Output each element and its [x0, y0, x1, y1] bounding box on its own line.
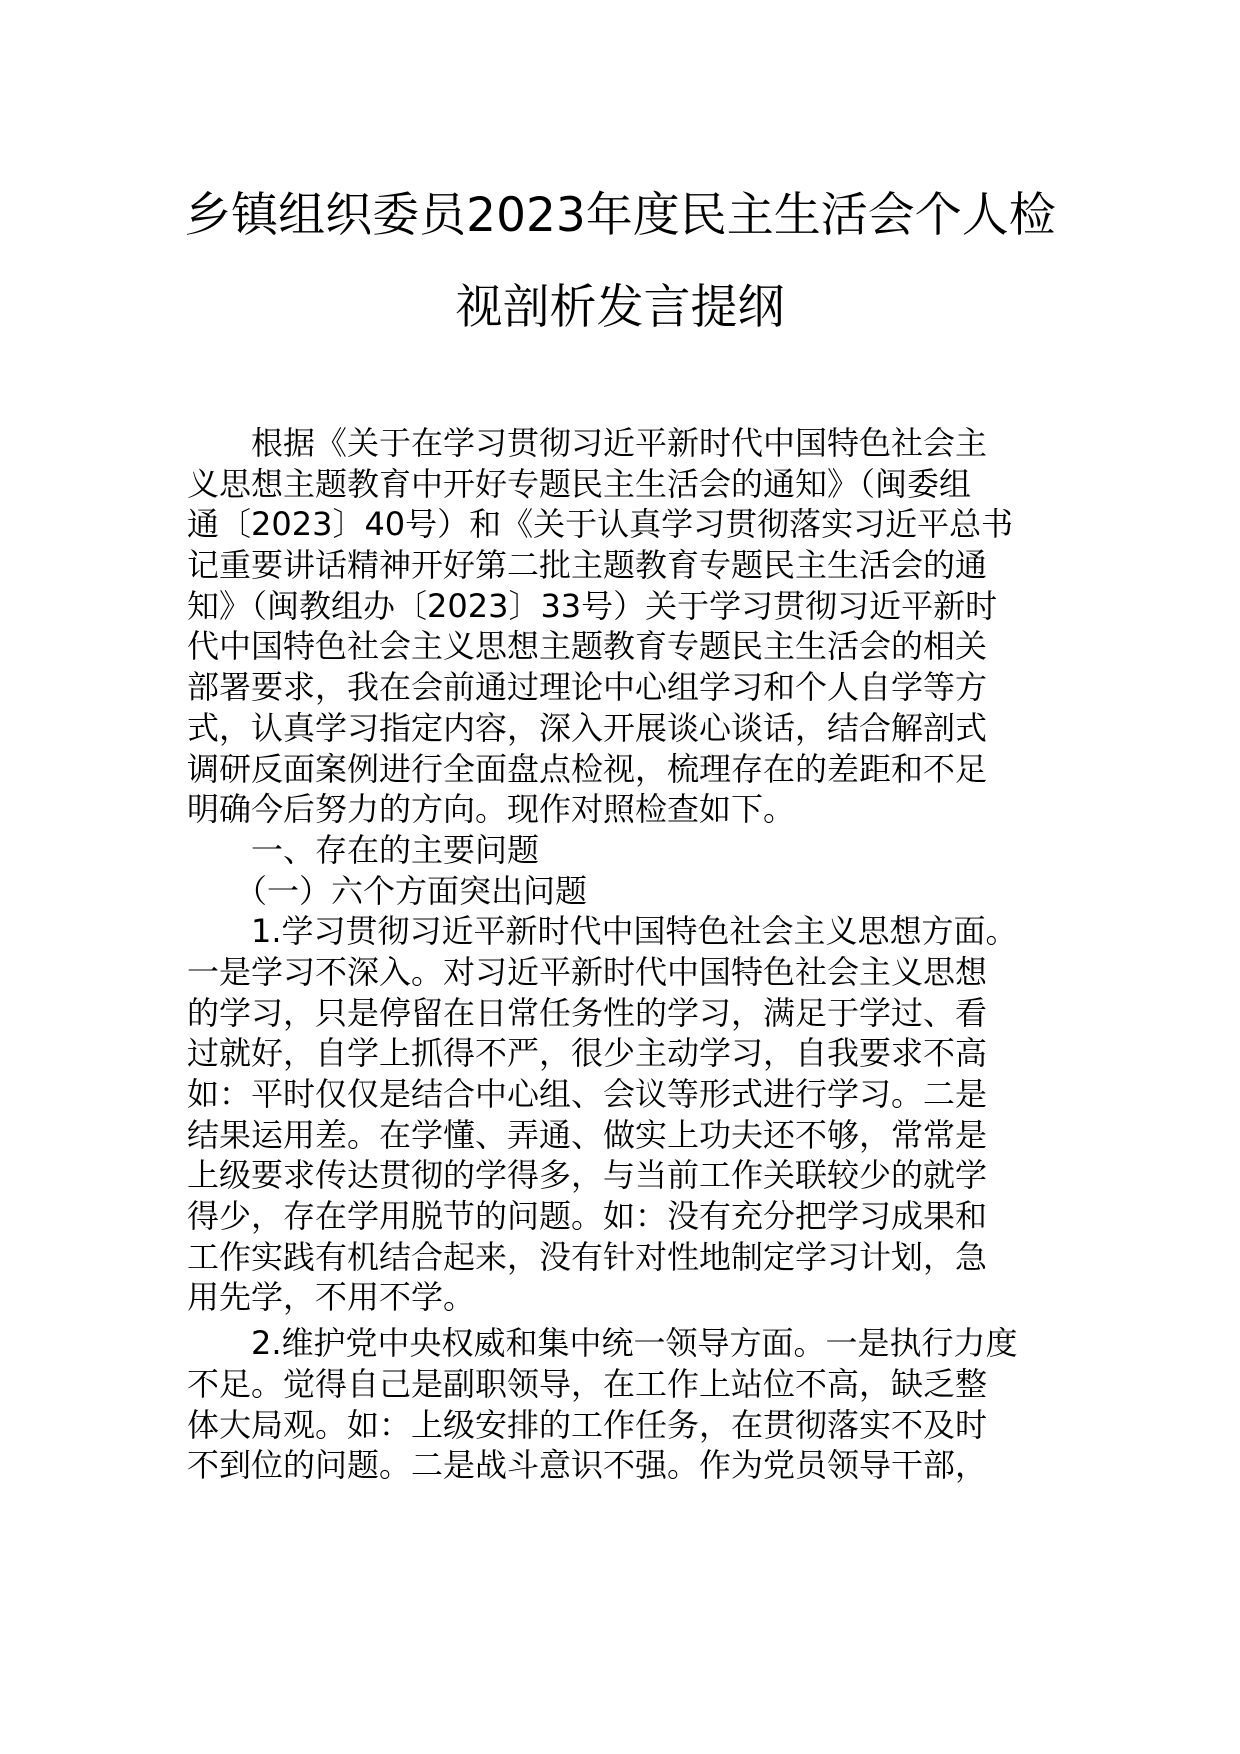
body-line: 一是学习不深入。对习近平新时代中国特色社会主义思想 — [187, 952, 988, 991]
body-line: 结果运用差。在学懂、弄通、做实上功夫还不够，常常是 — [187, 1115, 988, 1154]
body-line: 知》（闽教组办〔2023〕33号）关于学习贯彻习近平新时 — [187, 586, 998, 625]
body-line: 部署要求，我在会前通过理论中心组学习和个人自学等方 — [187, 668, 988, 707]
title-line-2: 视剖析发言提纲 — [455, 280, 785, 335]
body-line: 过就好，自学上抓得不严，很少主动学习，自我要求不高 — [187, 1034, 988, 1073]
body-line: 2.维护党中央权威和集中统一领导方面。一是执行力度 — [187, 1324, 1018, 1363]
body-line: 体大局观。如：上级安排的工作任务，在贯彻落实不及时 — [187, 1405, 988, 1444]
section-heading: 一、存在的主要问题 — [187, 830, 540, 869]
body-line: 义思想主题教育中开好专题民主生活会的通知》（闽委组 — [187, 464, 972, 503]
body-line: 工作实践有机结合起来，没有针对性地制定学习计划，急 — [187, 1237, 988, 1276]
body-line: 用先学，不用不学。 — [187, 1278, 476, 1317]
body-line: 得少，存在学用脱节的问题。如：没有充分把学习成果和 — [187, 1197, 988, 1236]
document-body — [187, 423, 1051, 1486]
body-line: 代中国特色社会主义思想主题教育专题民主生活会的相关 — [187, 627, 988, 666]
body-line: 明确今后努力的方向。现作对照检查如下。 — [187, 790, 796, 829]
body-line: 1.学习贯彻习近平新时代中国特色社会主义思想方面。 — [187, 912, 1018, 951]
body-line: 的学习，只是停留在日常任务性的学习，满足于学过、看 — [187, 993, 988, 1032]
body-line: 如：平时仅仅是结合中心组、会议等形式进行学习。二是 — [187, 1075, 988, 1113]
body-line: 不足。觉得自己是副职领导，在工作上站位不高，缺乏整 — [187, 1364, 988, 1403]
body-line: 式，认真学习指定内容，深入开展谈心谈话，结合解剖式 — [187, 708, 988, 747]
title-line-1: 乡镇组织委员2023年度民主生活会个人检 — [184, 188, 1056, 243]
body-line: 根据《关于在学习贯彻习近平新时代中国特色社会主 — [187, 424, 988, 462]
body-line: 不到位的问题。二是战斗意识不强。作为党员领导干部， — [187, 1446, 988, 1485]
subsection-heading: （一）六个方面突出问题 — [187, 871, 588, 910]
document-title — [150, 170, 1090, 354]
body-line: 通〔2023〕40号）和《关于认真学习贯彻落实习近平总书 — [187, 505, 1014, 544]
body-line: 记重要讲话精神开好第二批主题教育专题民主生活会的通 — [187, 546, 988, 585]
body-line: 调研反面案例进行全面盘点检视，梳理存在的差距和不足 — [187, 749, 988, 788]
body-line: 上级要求传达贯彻的学得多，与当前工作关联较少的就学 — [187, 1156, 988, 1195]
